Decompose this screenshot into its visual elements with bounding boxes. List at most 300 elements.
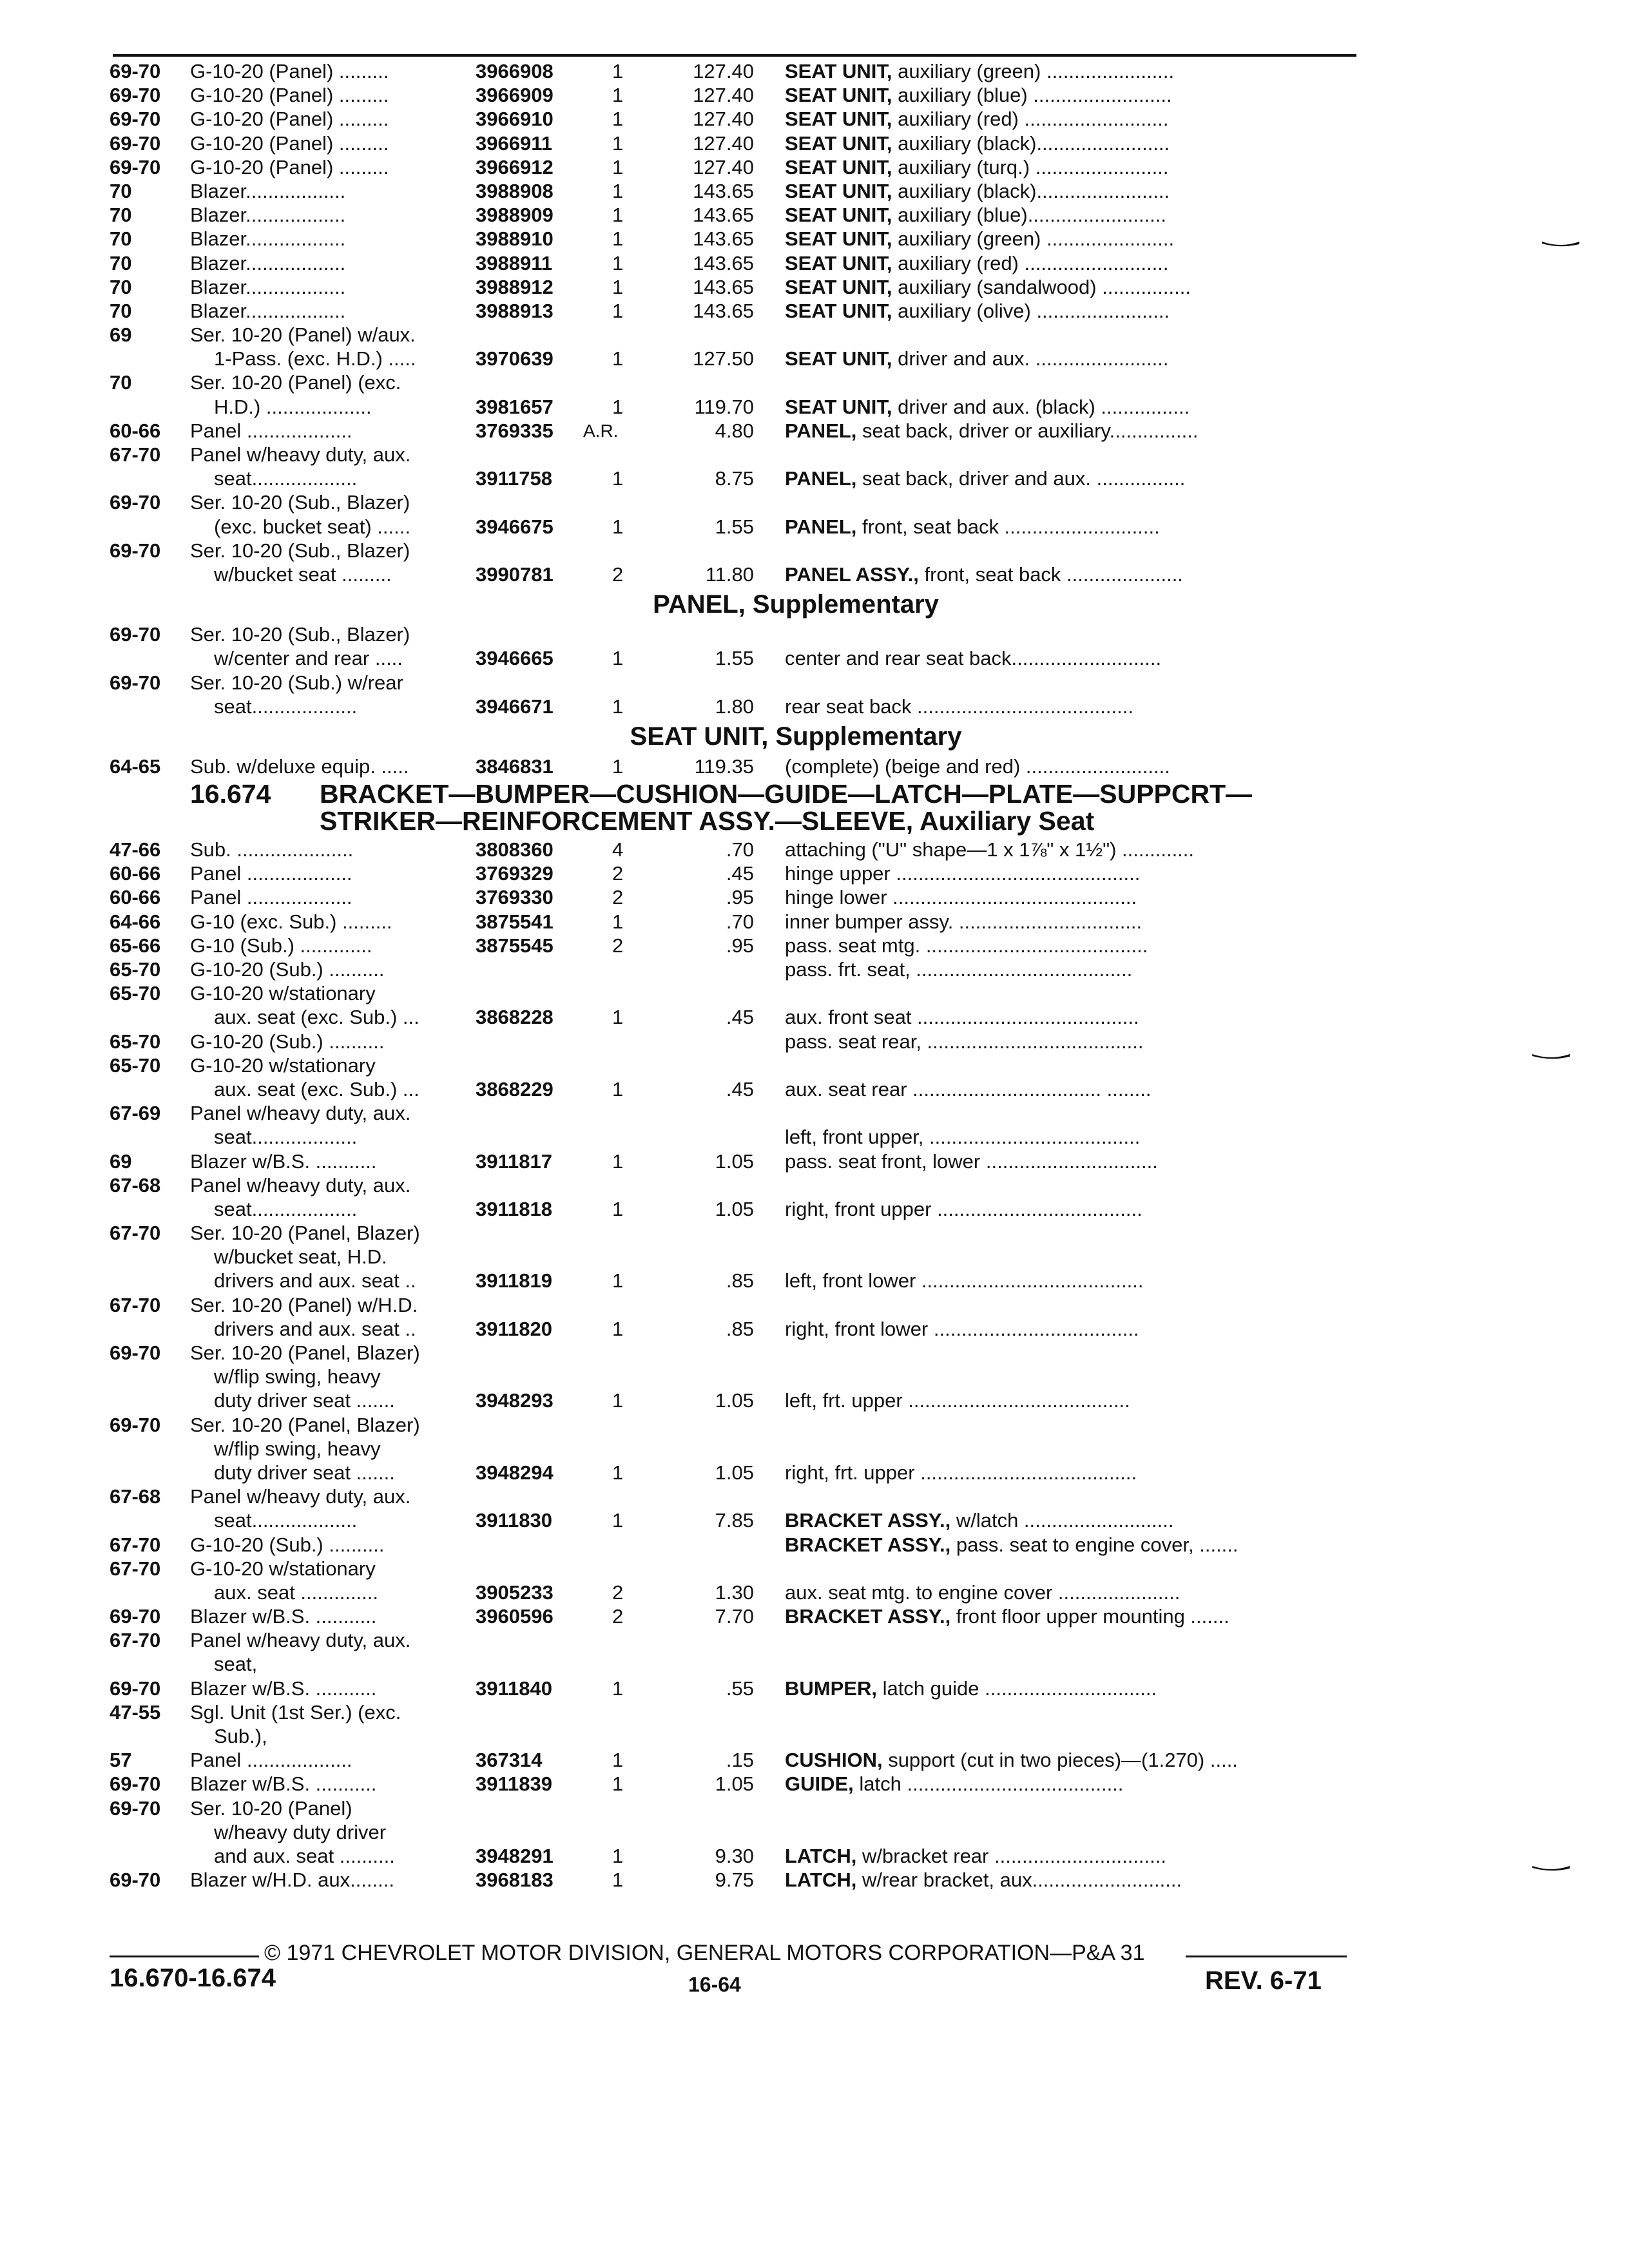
list-price: 119.70 <box>694 395 754 418</box>
quantity: 1 <box>612 1317 624 1340</box>
part-detail: pass. seat mtg. ........................................ <box>785 934 1148 957</box>
part-number: 3769335 <box>476 419 554 442</box>
model-year: 57 <box>110 1749 132 1772</box>
list-price: 119.35 <box>694 754 754 778</box>
table-row <box>0 1365 1629 1389</box>
quantity: 1 <box>612 179 624 202</box>
part-description <box>785 1461 1353 1485</box>
part-number: 3970639 <box>476 347 554 370</box>
model-year: 69-70 <box>110 1773 161 1796</box>
part-name: SEAT UNIT, <box>785 179 892 202</box>
part-name: GUIDE, <box>785 1773 854 1796</box>
list-price: 127.40 <box>693 131 754 155</box>
quantity: 1 <box>612 910 624 933</box>
part-number: 3988913 <box>476 299 554 322</box>
table-row <box>0 1485 1629 1508</box>
model-description: w/flip swing, heavy <box>214 1437 381 1460</box>
part-detail: auxiliary (blue)......................... <box>892 204 1167 227</box>
part-detail: w/latch ........................... <box>950 1509 1174 1532</box>
part-name: BRACKET ASSY., <box>785 1509 951 1532</box>
part-detail: auxiliary (red) .......................... <box>892 251 1169 274</box>
model-description: Blazer w/H.D. aux........ <box>190 1869 394 1892</box>
model-description: Blazer.................. <box>190 251 346 274</box>
part-description <box>785 1677 1353 1700</box>
part-description <box>785 299 1353 323</box>
table-row <box>0 1581 1629 1604</box>
model-description: Ser. 10-20 (Panel) (exc. <box>190 371 401 394</box>
model-description: Panel ................... <box>190 886 352 909</box>
section-title-line2: STRIKER—REINFORCEMENT ASSY.—SLEEVE, Auxiliary Seat <box>320 806 1095 836</box>
quantity: 2 <box>612 934 624 957</box>
model-year: 69-70 <box>110 1341 161 1364</box>
part-number: 3960596 <box>476 1605 554 1628</box>
table-row <box>0 203 1629 227</box>
quantity: 1 <box>612 754 624 778</box>
table-row <box>0 1461 1629 1485</box>
quantity: 1 <box>612 108 624 131</box>
part-number: 3990781 <box>476 562 554 586</box>
table-row <box>0 1341 1629 1365</box>
list-price: 143.65 <box>693 204 754 227</box>
model-year: 69-70 <box>110 60 161 82</box>
quantity: 1 <box>612 299 624 322</box>
quantity: 1 <box>612 251 624 274</box>
part-number: 3988911 <box>476 251 552 274</box>
table-row <box>0 1053 1629 1077</box>
seat-unit-supplementary-group <box>0 754 1629 778</box>
part-description <box>785 1125 1353 1149</box>
part-number: 3981657 <box>476 395 554 418</box>
table-row <box>0 646 1629 670</box>
table-row <box>0 1820 1629 1844</box>
table-row <box>0 1868 1629 1892</box>
part-description <box>785 934 1353 957</box>
part-description <box>785 1844 1353 1868</box>
part-detail: (complete) (beige and red) .......................... <box>785 754 1170 778</box>
table-row <box>0 1533 1629 1557</box>
part-name: SEAT UNIT, <box>785 155 892 178</box>
list-price: 127.40 <box>693 60 754 82</box>
part-number: 3988910 <box>476 227 554 251</box>
list-price: .55 <box>726 1677 754 1700</box>
part-number: 3875545 <box>476 934 554 957</box>
model-year: 65-70 <box>110 982 161 1005</box>
table-row <box>0 1269 1629 1293</box>
part-number: 3868229 <box>476 1077 554 1100</box>
part-description <box>785 1389 1353 1412</box>
model-description: G-10-20 w/stationary <box>190 1557 376 1580</box>
part-description <box>785 59 1353 83</box>
part-detail: right, frt. upper ....................................... <box>785 1461 1137 1484</box>
model-description: G-10-20 (Panel) ......... <box>190 131 389 155</box>
footer-revision: REV. 6-71 <box>1205 1966 1322 1995</box>
table-row <box>0 934 1629 957</box>
part-description <box>785 754 1353 778</box>
model-year: 67-70 <box>110 443 161 466</box>
part-detail: auxiliary (green) ....................... <box>892 60 1175 82</box>
quantity: 1 <box>612 60 624 82</box>
quantity: 1 <box>612 1869 624 1892</box>
part-description <box>785 203 1353 227</box>
panel-supplementary-heading <box>0 586 1629 622</box>
model-year: 69-70 <box>110 155 161 178</box>
list-price: 1.05 <box>715 1149 754 1173</box>
table-row <box>0 515 1629 539</box>
part-description <box>785 1317 1353 1341</box>
part-number: 3875541 <box>476 910 554 933</box>
part-detail: hinge lower ............................................ <box>785 886 1137 909</box>
model-description: aux. seat (exc. Sub.) ... <box>214 1077 419 1100</box>
model-description: w/heavy duty driver <box>214 1820 387 1843</box>
list-price: 9.30 <box>715 1844 754 1867</box>
part-number: 3948294 <box>476 1461 554 1484</box>
table-row <box>0 323 1629 347</box>
list-price: 1.05 <box>715 1773 754 1796</box>
model-year: 64-66 <box>110 910 161 933</box>
list-price: .70 <box>726 910 754 933</box>
list-price: 1.80 <box>715 695 754 718</box>
part-number: 3948293 <box>476 1389 554 1412</box>
part-description <box>785 1197 1353 1221</box>
part-number: 3911818 <box>476 1197 552 1220</box>
part-description <box>785 419 1353 443</box>
seat-unit-supplementary-heading <box>0 718 1629 754</box>
footer-section-range: 16.670-16.674 <box>110 1964 276 1992</box>
model-year: 65-70 <box>110 958 161 981</box>
part-name: PANEL, <box>785 515 857 538</box>
model-description: G-10-20 (Sub.) .......... <box>190 1533 385 1556</box>
table-row <box>0 347 1629 370</box>
part-number: 3808360 <box>476 838 554 861</box>
model-year: 69-70 <box>110 539 161 562</box>
part-name: BUMPER, <box>785 1677 877 1700</box>
model-description: duty driver seat ....... <box>214 1461 395 1484</box>
list-price: 127.50 <box>693 347 754 370</box>
model-description: G-10-20 (Panel) ......... <box>190 108 389 131</box>
part-description <box>785 1868 1353 1892</box>
list-price: .45 <box>726 1077 754 1100</box>
quantity: 1 <box>612 1773 624 1796</box>
table-row <box>0 1772 1629 1796</box>
model-description: Sgl. Unit (1st Ser.) (exc. <box>190 1700 401 1724</box>
part-number: 3946675 <box>476 515 554 538</box>
table-row <box>0 695 1629 718</box>
table-row <box>0 1844 1629 1868</box>
part-detail: auxiliary (sandalwood) ................ <box>892 275 1191 298</box>
model-description: w/bucket seat ......... <box>214 562 392 586</box>
model-year: 69-70 <box>110 108 161 131</box>
quantity: 1 <box>612 1509 624 1532</box>
part-detail: aux. seat mtg. to engine cover ...................... <box>785 1581 1181 1604</box>
model-year: 69-70 <box>110 84 161 107</box>
model-description: aux. seat (exc. Sub.) ... <box>214 1006 419 1029</box>
part-name: SEAT UNIT, <box>785 299 892 322</box>
model-description: Ser. 10-20 (Sub., Blazer) <box>190 623 410 646</box>
model-year: 60-66 <box>110 886 161 909</box>
list-price: 1.05 <box>715 1461 754 1484</box>
part-detail: pass. frt. seat, ....................................... <box>785 958 1133 981</box>
part-detail: front, seat back ..................... <box>918 562 1183 586</box>
table-row <box>0 1413 1629 1437</box>
part-number: 3846831 <box>476 754 554 778</box>
part-detail: inner bumper assy. ................................. <box>785 910 1142 933</box>
footer-copyright: © 1971 CHEVROLET MOTOR DIVISION, GENERAL MOTORS CORPORATION—P&A 31 <box>264 1941 1145 1965</box>
part-name: SEAT UNIT, <box>785 131 892 155</box>
model-description: G-10-20 w/stationary <box>190 1053 376 1077</box>
part-name: SEAT UNIT, <box>785 251 892 274</box>
quantity: 1 <box>612 395 624 418</box>
list-price: 127.40 <box>693 84 754 107</box>
part-detail: aux. seat rear .................................. ........ <box>785 1077 1152 1100</box>
quantity: 1 <box>612 347 624 370</box>
part-name: BRACKET ASSY., <box>785 1533 951 1556</box>
bracket-group <box>0 838 1629 1892</box>
part-detail: right, front lower ..................................... <box>785 1317 1139 1340</box>
part-name: SEAT UNIT, <box>785 108 892 131</box>
model-description: Blazer.................. <box>190 204 346 227</box>
table-row <box>0 1437 1629 1461</box>
part-number: 3988912 <box>476 275 554 298</box>
quantity: 1 <box>612 275 624 298</box>
part-number: 3988908 <box>476 179 554 202</box>
part-description <box>785 1005 1353 1029</box>
model-year: 65-70 <box>110 1053 161 1077</box>
model-description: G-10-20 w/stationary <box>190 982 376 1005</box>
model-year: 47-55 <box>110 1700 161 1724</box>
model-description: seat................... <box>214 1126 358 1149</box>
model-year: 67-68 <box>110 1485 161 1508</box>
table-row <box>0 1077 1629 1101</box>
list-price: 143.65 <box>693 179 754 202</box>
list-price: 127.40 <box>693 108 754 131</box>
model-description: Sub.), <box>214 1725 267 1747</box>
part-number: 3946671 <box>476 695 554 718</box>
model-year: 65-66 <box>110 934 161 957</box>
model-description: seat................... <box>214 1197 358 1220</box>
table-row <box>0 885 1629 909</box>
table-row <box>0 466 1629 490</box>
list-price: .15 <box>726 1749 754 1772</box>
list-price: .45 <box>726 862 754 885</box>
part-number: 3911817 <box>476 1149 552 1173</box>
margin-tick-mark <box>1532 1052 1570 1059</box>
section-title-line1 <box>320 781 1252 807</box>
part-name: SEAT UNIT, <box>785 227 892 251</box>
part-description <box>785 1772 1353 1796</box>
part-description <box>785 838 1353 861</box>
model-year: 70 <box>110 227 132 251</box>
table-row <box>0 395 1629 419</box>
list-price: 8.75 <box>715 467 754 490</box>
model-year: 60-66 <box>110 862 161 885</box>
list-price: 4.80 <box>715 419 754 442</box>
part-detail: auxiliary (olive) ........................ <box>892 299 1170 322</box>
model-description: Blazer w/B.S. ........... <box>190 1605 377 1628</box>
section-heading <box>0 781 1629 808</box>
model-description: H.D.) ................... <box>214 395 372 418</box>
model-description: seat, <box>214 1653 258 1676</box>
part-detail: seat back, driver or auxiliary................ <box>856 419 1199 442</box>
model-description: Panel ................... <box>190 1749 352 1772</box>
part-detail: front floor upper mounting ....... <box>950 1605 1229 1628</box>
part-number: 3911830 <box>476 1509 552 1532</box>
model-year: 69-70 <box>110 491 161 514</box>
model-year: 70 <box>110 179 132 202</box>
part-detail: rear seat back ....................................... <box>785 695 1133 718</box>
quantity: 1 <box>612 1461 624 1484</box>
list-price: 143.65 <box>693 251 754 274</box>
table-row <box>0 370 1629 394</box>
part-description <box>785 695 1353 718</box>
list-price: .95 <box>726 934 754 957</box>
model-year: 69-70 <box>110 1796 161 1820</box>
part-detail: center and rear seat back........................... <box>785 647 1162 670</box>
table-row <box>0 155 1629 179</box>
footer-rule-left <box>110 1956 259 1957</box>
part-description <box>785 83 1353 107</box>
part-number: 367314 <box>476 1749 543 1772</box>
model-description: Panel w/heavy duty, aux. <box>190 1629 411 1652</box>
part-number: 3911758 <box>476 467 552 490</box>
quantity: A.R. <box>583 420 619 441</box>
table-row <box>0 910 1629 934</box>
table-row <box>0 1317 1629 1341</box>
table-row <box>0 1125 1629 1149</box>
quantity: 1 <box>612 1269 624 1293</box>
list-price: 9.75 <box>715 1869 754 1892</box>
part-number: 3905233 <box>476 1581 554 1604</box>
top-rule <box>113 54 1356 57</box>
model-description: Ser. 10-20 (Panel, Blazer) <box>190 1413 420 1436</box>
part-detail: driver and aux. (black) ................ <box>892 395 1190 418</box>
table-row <box>0 1149 1629 1173</box>
margin-tick-mark <box>1532 1864 1570 1870</box>
part-description <box>785 515 1353 539</box>
quantity: 1 <box>612 1149 624 1173</box>
quantity: 1 <box>612 131 624 155</box>
model-description: Blazer.................. <box>190 299 346 322</box>
section-title-line1-text: BRACKET—BUMPER—CUSHION—GUIDE—LATCH—PLATE—SUPPC <box>320 779 1191 809</box>
part-description <box>785 155 1353 179</box>
model-description: G-10 (Sub.) ............. <box>190 934 372 957</box>
table-row <box>0 59 1629 83</box>
part-number: 3946665 <box>476 647 554 670</box>
part-description <box>785 1077 1353 1101</box>
list-price: 1.05 <box>715 1389 754 1412</box>
seat-unit-group <box>0 59 1629 586</box>
table-row <box>0 622 1629 646</box>
table-row <box>0 1005 1629 1029</box>
part-number: 3911819 <box>476 1269 552 1293</box>
model-year: 67-70 <box>110 1629 161 1652</box>
model-description: G-10 (exc. Sub.) ......... <box>190 910 392 933</box>
part-detail: latch guide ............................... <box>876 1677 1157 1700</box>
model-description: w/center and rear ..... <box>214 647 403 670</box>
model-year: 69-70 <box>110 1413 161 1436</box>
model-year: 70 <box>110 204 132 227</box>
part-detail: w/bracket rear ............................... <box>856 1844 1166 1867</box>
table-row <box>0 83 1629 107</box>
model-description: seat................... <box>214 695 358 718</box>
model-description: drivers and aux. seat .. <box>214 1269 416 1293</box>
model-description: Panel w/heavy duty, aux. <box>190 1485 411 1508</box>
list-price: 143.65 <box>693 275 754 298</box>
model-description: Sub. ..................... <box>190 838 354 861</box>
part-name: SEAT UNIT, <box>785 84 892 107</box>
part-description <box>785 910 1353 934</box>
part-detail: support (cut in two pieces)—(1.270) ..... <box>882 1749 1238 1772</box>
quantity: 2 <box>612 862 624 885</box>
part-detail: left, frt. upper ........................................ <box>785 1389 1130 1412</box>
model-description: Sub. w/deluxe equip. ..... <box>190 754 409 778</box>
table-row <box>0 1604 1629 1628</box>
list-price: 1.05 <box>715 1197 754 1220</box>
part-name: PANEL ASSY., <box>785 562 919 586</box>
model-description: Panel w/heavy duty, aux. <box>190 1173 411 1196</box>
table-row <box>0 443 1629 466</box>
model-description: duty driver seat ....... <box>214 1389 395 1412</box>
model-year: 67-68 <box>110 1173 161 1196</box>
part-number: 3769329 <box>476 862 554 885</box>
part-detail: seat back, driver and aux. ................ <box>856 467 1186 490</box>
part-name: SEAT UNIT, <box>785 275 892 298</box>
quantity: 1 <box>612 227 624 251</box>
part-name: LATCH, <box>785 1844 857 1867</box>
model-description: Ser. 10-20 (Sub., Blazer) <box>190 491 410 514</box>
table-row <box>0 227 1629 251</box>
quantity: 1 <box>612 695 624 718</box>
part-number: 3966909 <box>476 84 554 107</box>
part-name: CUSHION, <box>785 1749 883 1772</box>
quantity: 1 <box>612 155 624 178</box>
part-description <box>785 1030 1353 1053</box>
list-price: .85 <box>726 1269 754 1293</box>
model-description: seat................... <box>214 467 358 490</box>
part-detail: auxiliary (green) ....................... <box>892 227 1175 251</box>
table-row <box>0 1221 1629 1245</box>
table-row <box>0 1677 1629 1700</box>
model-description: Panel w/heavy duty, aux. <box>190 443 411 466</box>
quantity: 1 <box>612 647 624 670</box>
model-description: Blazer.................. <box>190 275 346 298</box>
quantity: 1 <box>612 1677 624 1700</box>
model-description: G-10-20 (Panel) ......... <box>190 60 389 82</box>
list-price: 1.30 <box>715 1581 754 1604</box>
model-year: 67-70 <box>110 1222 161 1245</box>
part-name: SEAT UNIT, <box>785 204 892 227</box>
list-price: 7.85 <box>715 1509 754 1532</box>
part-name: BRACKET ASSY., <box>785 1605 951 1628</box>
model-year: 60-66 <box>110 419 161 442</box>
part-description <box>785 957 1353 981</box>
part-detail: latch ....................................... <box>853 1773 1124 1796</box>
model-year: 69-70 <box>110 1605 161 1628</box>
list-price: .70 <box>726 838 754 861</box>
table-row <box>0 1724 1629 1748</box>
table-row <box>0 275 1629 299</box>
model-year: 65-70 <box>110 1030 161 1053</box>
model-description: w/bucket seat, H.D. <box>214 1245 387 1269</box>
table-row <box>0 419 1629 443</box>
quantity: 2 <box>612 562 624 586</box>
model-year: 70 <box>110 251 132 274</box>
table-row <box>0 299 1629 323</box>
model-description: (exc. bucket seat) ...... <box>214 515 410 538</box>
part-description <box>785 1269 1353 1293</box>
model-description: Blazer w/B.S. ........... <box>190 1773 377 1796</box>
part-description <box>785 1748 1353 1772</box>
part-description <box>785 562 1353 586</box>
